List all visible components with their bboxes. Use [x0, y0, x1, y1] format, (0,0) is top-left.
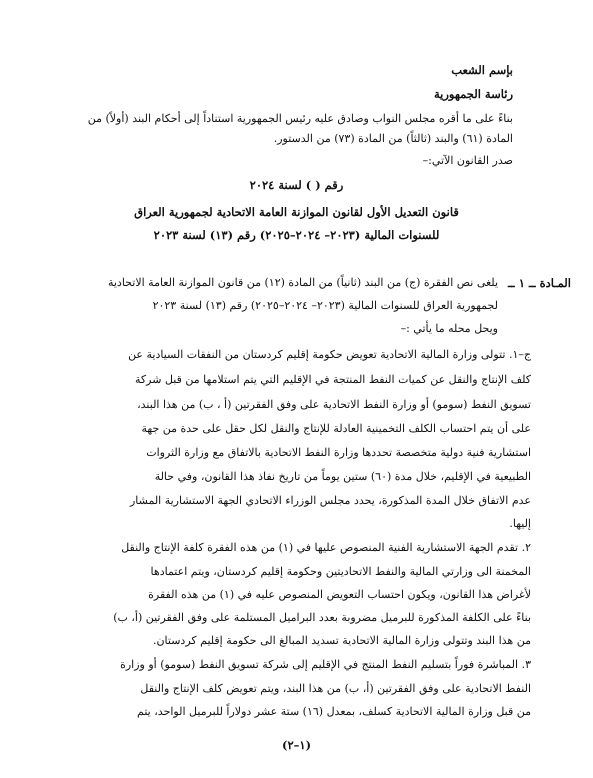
preamble-line-1: بناءً على ما أقره مجلس النواب وصادق عليه رئيس الجمهورية استناداً إلى أحكام البند (أولاً) من — [87, 112, 513, 125]
clause-line: تسويق النفط (سومو) أو وزارة النفط الاتحادية على وفق الفقرتين (أ ، ب) من هذا البند، — [137, 398, 531, 411]
law-number: رقم ( ) لسنة ٢٠٢٤ — [249, 178, 344, 192]
clause-line: المخمنة الى وزارتي المالية والنفط الاتحاديتين وحكومة إقليم كردستان، ويتم اعتمادها — [150, 565, 531, 578]
clause-line: عدم الاتفاق خلال المدة المذكورة، يحدد مجلس الوزراء الاتحادي الجهة الاستشارية المشار — [129, 494, 531, 507]
law-title-line-2: للسنوات المالية (٢٠٢٣– ٢٠٢٤–٢٠٢٥) رقم (١٣) لسنة ٢٠٢٣ — [153, 228, 440, 242]
clause-line: ٣. المباشرة فوراً بتسليم النفط المنتج في الإقليم إلى شركة تسويق النفط (سومو) أو وزارة — [120, 658, 531, 671]
clause-line: النفط الاتحادية على وفق الفقرتين (أ، ب) من هذا البند، ويتم تعويض كلف الإنتاج والنقل — [140, 682, 531, 695]
article-line-1: يلغى نص الفقرة (ج) من البند (ثانياً) من المادة (١٢) من قانون الموازنة العامة الاتحادية — [107, 276, 498, 289]
clause-line: على أن يتم احتساب الكلف التخمينية العادلة للإنتاج والنقل لكل حقل على حدة من جهة — [141, 422, 531, 435]
presidency-heading: رئاسة الجمهورية — [434, 87, 513, 101]
clause-line: استشارية فنية دولية متخصصة تحددها وزارة النفط الاتحادية بالاتفاق مع وزارة الثروات — [146, 446, 531, 459]
clause-line: لأغراض هذا القانون، ويكون احتساب التعويض المنصوص عليه في (١) من هذه الفقرة — [148, 588, 531, 601]
clause-line: كلف الإنتاج والنقل عن كميات النفط المنتجة في الإقليم التي يتم استلامها من قبل شركة — [135, 373, 531, 386]
clause-line: من هذا البند وتتولى وزارة المالية الاتحادية تسديد المبالغ الى حكومة إقليم كردستان. — [152, 634, 531, 647]
clause-line: بناءً على الكلفة المذكورة للبرميل مضروبة بعدد البراميل المستلمة على وفق الفقرتين (أ، ب) — [113, 611, 531, 624]
law-title-line-1: قانون التعديل الأول لقانون الموازنة العامة الاتحادية لجمهورية العراق — [134, 205, 459, 219]
clause-line: ٢. تقدم الجهة الاستشارية الفنية المنصوص عليها في (١) من هذه الفقرة كلفة الإنتاج والنقل — [121, 541, 531, 554]
clause-line: ج–١. تتولى وزارة المالية الاتحادية تعويض حكومة إقليم كردستان من النفقات السيادية عن — [128, 348, 531, 361]
article-line-3: ويحل محله ما يأتي :– — [400, 322, 498, 335]
preamble-line-2: المادة (٦١) والبند (ثالثاً) من المادة (٧٣) من الدستور. — [273, 132, 513, 145]
clause-line: إليها. — [509, 517, 531, 530]
preamble-line-3: صدر القانون الآتي:– — [422, 154, 513, 167]
clause-line: من قبل وزارة المالية الاتحادية كسلف، بمعدل (١٦) ستة عشر دولاراً للبرميل الواحد، يتم — [137, 705, 531, 718]
article-label: المـادة ــ ١ ــ — [507, 276, 571, 290]
in-name-of-people: بإسم الشعب — [451, 63, 513, 77]
article-line-2: لجمهورية العراق للسنوات المالية (٢٠٢٣– ٢٠٢٤–٢٠٢٥) رقم (١٣) لسنة ٢٠٢٣ — [152, 299, 498, 312]
page-number: (١–٢) — [281, 738, 312, 752]
clause-line: الطبيعية في الإقليم، خلال مدة (٦٠) ستين يوماً من تاريخ نفاذ هذا القانون، وفي حالة — [154, 470, 531, 483]
